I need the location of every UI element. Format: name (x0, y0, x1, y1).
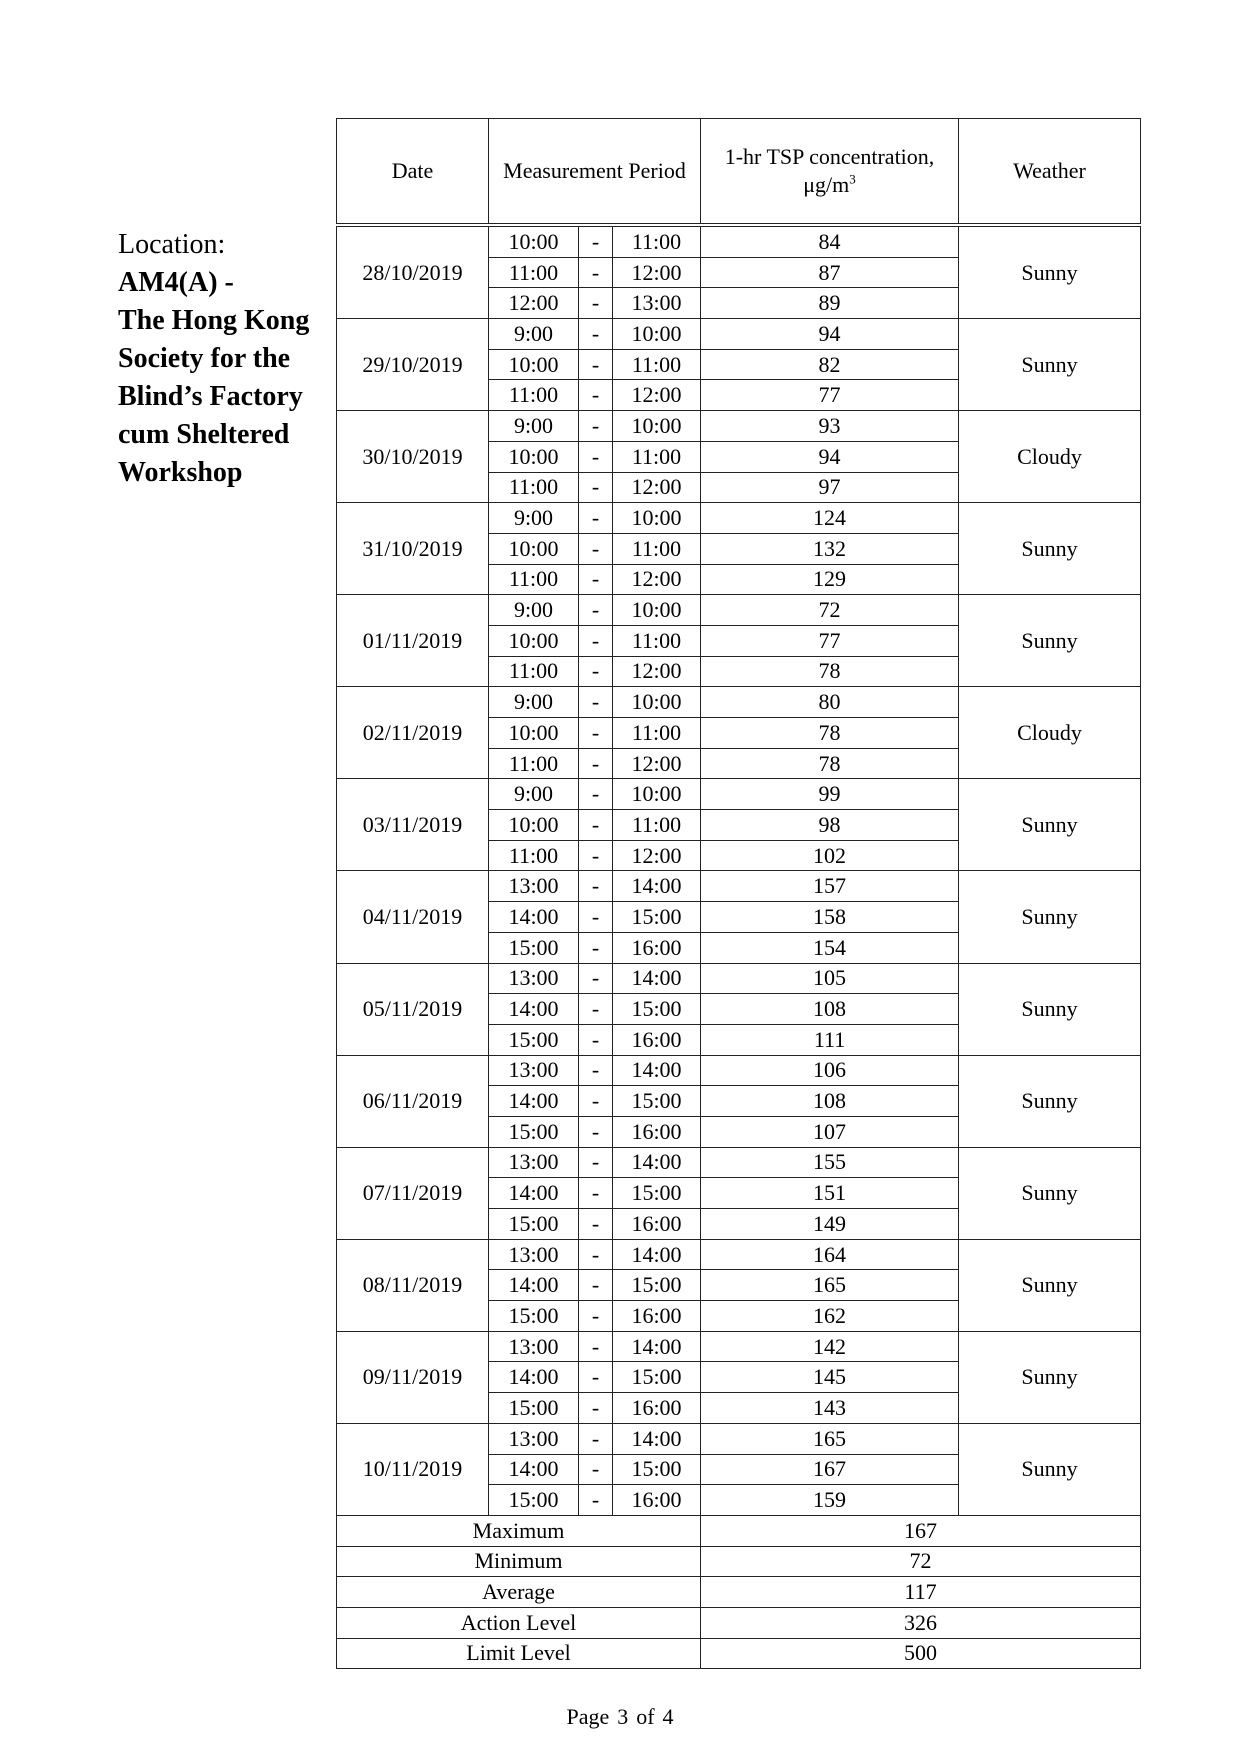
period-start-cell: 9:00 (489, 595, 579, 626)
period-end-cell: 15:00 (613, 1454, 701, 1485)
period-end-cell: 12:00 (613, 380, 701, 411)
period-end-cell: 10:00 (613, 687, 701, 718)
period-start-cell: 9:00 (489, 319, 579, 350)
concentration-cell: 107 (701, 1116, 959, 1147)
summary-row (337, 1607, 1141, 1638)
period-start-cell: 10:00 (489, 718, 579, 749)
concentration-cell: 78 (701, 718, 959, 749)
concentration-cell: 143 (701, 1393, 959, 1424)
period-dash-cell: - (579, 1454, 613, 1485)
period-end-cell: 12:00 (613, 840, 701, 871)
header-measurement-period: Measurement Period (489, 119, 701, 226)
page-total: 4 (662, 1704, 674, 1729)
period-start-cell: 9:00 (489, 687, 579, 718)
period-start-cell: 15:00 (489, 1116, 579, 1147)
summary-value-cell: 72 (701, 1546, 1141, 1577)
period-start-cell: 14:00 (489, 1178, 579, 1209)
unit-base: μg/m (803, 172, 850, 197)
location-name-line: AM4(A) - (118, 267, 234, 298)
concentration-cell: 132 (701, 533, 959, 564)
table-row (337, 963, 1141, 994)
table-row (337, 1331, 1141, 1362)
period-start-cell: 14:00 (489, 1454, 579, 1485)
table-row (337, 503, 1141, 534)
concentration-cell: 77 (701, 625, 959, 656)
weather-cell: Sunny (959, 595, 1141, 687)
summary-row (337, 1515, 1141, 1546)
period-dash-cell: - (579, 1086, 613, 1117)
location-name-line: Society for the (118, 343, 291, 374)
period-start-cell: 15:00 (489, 1485, 579, 1516)
period-end-cell: 11:00 (613, 533, 701, 564)
date-cell: 02/11/2019 (337, 687, 489, 779)
period-end-cell: 11:00 (613, 225, 701, 257)
concentration-cell: 149 (701, 1209, 959, 1240)
period-dash-cell: - (579, 1270, 613, 1301)
period-start-cell: 10:00 (489, 349, 579, 380)
period-dash-cell: - (579, 1393, 613, 1424)
concentration-cell: 108 (701, 1086, 959, 1117)
period-dash-cell: - (579, 656, 613, 687)
weather-cell: Sunny (959, 319, 1141, 411)
concentration-cell: 84 (701, 225, 959, 257)
concentration-cell: 155 (701, 1147, 959, 1178)
period-start-cell: 11:00 (489, 840, 579, 871)
concentration-cell: 89 (701, 288, 959, 319)
date-cell: 30/10/2019 (337, 411, 489, 503)
period-dash-cell: - (579, 595, 613, 626)
period-end-cell: 15:00 (613, 902, 701, 933)
period-dash-cell: - (579, 840, 613, 871)
header-concentration-unit (803, 172, 856, 197)
date-cell: 05/11/2019 (337, 963, 489, 1055)
page-footer (0, 1704, 1240, 1730)
period-end-cell: 11:00 (613, 625, 701, 656)
period-start-cell: 10:00 (489, 533, 579, 564)
concentration-cell: 102 (701, 840, 959, 871)
period-end-cell: 16:00 (613, 1209, 701, 1240)
table-row (337, 687, 1141, 718)
period-start-cell: 11:00 (489, 257, 579, 288)
period-start-cell: 11:00 (489, 564, 579, 595)
period-dash-cell: - (579, 1055, 613, 1086)
concentration-cell: 80 (701, 687, 959, 718)
date-cell: 06/11/2019 (337, 1055, 489, 1147)
period-end-cell: 14:00 (613, 1055, 701, 1086)
period-dash-cell: - (579, 1331, 613, 1362)
period-start-cell: 13:00 (489, 1331, 579, 1362)
period-dash-cell: - (579, 625, 613, 656)
period-end-cell: 14:00 (613, 1147, 701, 1178)
period-start-cell: 15:00 (489, 932, 579, 963)
concentration-cell: 165 (701, 1270, 959, 1301)
period-start-cell: 11:00 (489, 748, 579, 779)
weather-cell: Sunny (959, 1423, 1141, 1515)
period-end-cell: 12:00 (613, 564, 701, 595)
period-start-cell: 13:00 (489, 1055, 579, 1086)
period-dash-cell: - (579, 257, 613, 288)
summary-value-cell: 167 (701, 1515, 1141, 1546)
date-cell: 29/10/2019 (337, 319, 489, 411)
weather-cell: Sunny (959, 1147, 1141, 1239)
period-dash-cell: - (579, 411, 613, 442)
weather-cell: Cloudy (959, 411, 1141, 503)
period-end-cell: 14:00 (613, 871, 701, 902)
period-start-cell: 14:00 (489, 1362, 579, 1393)
period-end-cell: 14:00 (613, 963, 701, 994)
period-dash-cell: - (579, 902, 613, 933)
period-dash-cell: - (579, 1147, 613, 1178)
period-end-cell: 14:00 (613, 1423, 701, 1454)
concentration-cell: 151 (701, 1178, 959, 1209)
period-start-cell: 9:00 (489, 411, 579, 442)
header-concentration-label: 1-hr TSP concentration, (724, 144, 935, 169)
period-dash-cell: - (579, 380, 613, 411)
concentration-cell: 98 (701, 810, 959, 841)
period-dash-cell: - (579, 1024, 613, 1055)
table-header (337, 119, 1141, 226)
concentration-cell: 99 (701, 779, 959, 810)
period-start-cell: 13:00 (489, 1147, 579, 1178)
table-row (337, 411, 1141, 442)
period-end-cell: 10:00 (613, 779, 701, 810)
period-dash-cell: - (579, 779, 613, 810)
period-dash-cell: - (579, 871, 613, 902)
weather-cell: Sunny (959, 779, 1141, 871)
period-dash-cell: - (579, 1116, 613, 1147)
summary-row (337, 1546, 1141, 1577)
weather-cell: Sunny (959, 225, 1141, 319)
period-start-cell: 11:00 (489, 380, 579, 411)
concentration-cell: 154 (701, 932, 959, 963)
period-dash-cell: - (579, 718, 613, 749)
period-dash-cell: - (579, 1178, 613, 1209)
period-dash-cell: - (579, 349, 613, 380)
period-dash-cell: - (579, 1301, 613, 1332)
table-row (337, 1147, 1141, 1178)
period-end-cell: 16:00 (613, 1301, 701, 1332)
concentration-cell: 124 (701, 503, 959, 534)
concentration-cell: 87 (701, 257, 959, 288)
period-end-cell: 12:00 (613, 472, 701, 503)
concentration-cell: 167 (701, 1454, 959, 1485)
period-dash-cell: - (579, 1239, 613, 1270)
table-body (337, 225, 1141, 1515)
table-row (337, 1423, 1141, 1454)
concentration-cell: 94 (701, 319, 959, 350)
concentration-cell: 164 (701, 1239, 959, 1270)
date-cell: 31/10/2019 (337, 503, 489, 595)
concentration-cell: 165 (701, 1423, 959, 1454)
unit-superscript: 3 (849, 171, 856, 187)
period-end-cell: 10:00 (613, 595, 701, 626)
weather-cell: Sunny (959, 1055, 1141, 1147)
period-end-cell: 11:00 (613, 810, 701, 841)
period-start-cell: 10:00 (489, 441, 579, 472)
date-cell: 04/11/2019 (337, 871, 489, 963)
concentration-cell: 142 (701, 1331, 959, 1362)
period-start-cell: 14:00 (489, 902, 579, 933)
period-end-cell: 11:00 (613, 349, 701, 380)
concentration-cell: 93 (701, 411, 959, 442)
weather-cell: Sunny (959, 1239, 1141, 1331)
period-end-cell: 12:00 (613, 257, 701, 288)
summary-row (337, 1638, 1141, 1669)
period-start-cell: 14:00 (489, 1086, 579, 1117)
concentration-cell: 77 (701, 380, 959, 411)
period-end-cell: 10:00 (613, 411, 701, 442)
table-row (337, 319, 1141, 350)
period-dash-cell: - (579, 748, 613, 779)
period-end-cell: 15:00 (613, 1270, 701, 1301)
page-number: 3 (617, 1704, 629, 1729)
concentration-cell: 82 (701, 349, 959, 380)
concentration-cell: 159 (701, 1485, 959, 1516)
header-date: Date (337, 119, 489, 226)
period-start-cell: 14:00 (489, 1270, 579, 1301)
location-name-line: Blind’s Factory (118, 381, 303, 412)
period-end-cell: 15:00 (613, 1086, 701, 1117)
period-dash-cell: - (579, 533, 613, 564)
table-row (337, 1055, 1141, 1086)
concentration-cell: 111 (701, 1024, 959, 1055)
location-block (118, 226, 328, 492)
table-row (337, 779, 1141, 810)
period-dash-cell: - (579, 963, 613, 994)
period-end-cell: 15:00 (613, 1362, 701, 1393)
header-concentration (701, 119, 959, 226)
period-start-cell: 15:00 (489, 1024, 579, 1055)
period-end-cell: 15:00 (613, 994, 701, 1025)
period-dash-cell: - (579, 1423, 613, 1454)
period-start-cell: 13:00 (489, 1423, 579, 1454)
period-start-cell: 9:00 (489, 779, 579, 810)
table-row (337, 871, 1141, 902)
period-start-cell: 15:00 (489, 1393, 579, 1424)
period-end-cell: 15:00 (613, 1178, 701, 1209)
period-end-cell: 16:00 (613, 1024, 701, 1055)
date-cell: 09/11/2019 (337, 1331, 489, 1423)
period-dash-cell: - (579, 1485, 613, 1516)
concentration-cell: 157 (701, 871, 959, 902)
period-dash-cell: - (579, 1362, 613, 1393)
date-cell: 10/11/2019 (337, 1423, 489, 1515)
period-end-cell: 16:00 (613, 932, 701, 963)
concentration-cell: 108 (701, 994, 959, 1025)
period-start-cell: 13:00 (489, 1239, 579, 1270)
period-end-cell: 14:00 (613, 1331, 701, 1362)
summary-label-cell: Maximum (337, 1515, 701, 1546)
period-end-cell: 16:00 (613, 1393, 701, 1424)
period-end-cell: 11:00 (613, 441, 701, 472)
of-word: of (636, 1704, 655, 1729)
summary-label-cell: Action Level (337, 1607, 701, 1638)
concentration-cell: 162 (701, 1301, 959, 1332)
date-cell: 08/11/2019 (337, 1239, 489, 1331)
period-end-cell: 14:00 (613, 1239, 701, 1270)
date-cell: 07/11/2019 (337, 1147, 489, 1239)
period-dash-cell: - (579, 441, 613, 472)
period-end-cell: 10:00 (613, 503, 701, 534)
concentration-cell: 97 (701, 472, 959, 503)
header-weather: Weather (959, 119, 1141, 226)
location-label: Location: (118, 229, 226, 260)
period-start-cell: 11:00 (489, 472, 579, 503)
concentration-cell: 129 (701, 564, 959, 595)
period-start-cell: 10:00 (489, 810, 579, 841)
period-dash-cell: - (579, 1209, 613, 1240)
period-end-cell: 12:00 (613, 748, 701, 779)
period-start-cell: 15:00 (489, 1301, 579, 1332)
summary-body (337, 1515, 1141, 1668)
weather-cell: Sunny (959, 963, 1141, 1055)
period-dash-cell: - (579, 564, 613, 595)
period-start-cell: 9:00 (489, 503, 579, 534)
concentration-cell: 158 (701, 902, 959, 933)
concentration-cell: 78 (701, 656, 959, 687)
period-start-cell: 12:00 (489, 288, 579, 319)
summary-value-cell: 500 (701, 1638, 1141, 1669)
summary-label-cell: Average (337, 1577, 701, 1608)
period-dash-cell: - (579, 472, 613, 503)
table-row (337, 225, 1141, 257)
period-start-cell: 13:00 (489, 871, 579, 902)
table-row (337, 595, 1141, 626)
weather-cell: Sunny (959, 1331, 1141, 1423)
location-name-line: Workshop (118, 457, 243, 488)
date-cell: 03/11/2019 (337, 779, 489, 871)
period-end-cell: 13:00 (613, 288, 701, 319)
weather-cell: Sunny (959, 503, 1141, 595)
summary-value-cell: 326 (701, 1607, 1141, 1638)
concentration-cell: 145 (701, 1362, 959, 1393)
date-cell: 28/10/2019 (337, 225, 489, 319)
concentration-cell: 106 (701, 1055, 959, 1086)
period-start-cell: 10:00 (489, 225, 579, 257)
location-name-line: The Hong Kong (118, 305, 310, 336)
period-dash-cell: - (579, 994, 613, 1025)
weather-cell: Cloudy (959, 687, 1141, 779)
tsp-monitoring-table (336, 118, 1141, 1669)
period-dash-cell: - (579, 225, 613, 257)
period-start-cell: 13:00 (489, 963, 579, 994)
concentration-cell: 94 (701, 441, 959, 472)
period-start-cell: 11:00 (489, 656, 579, 687)
concentration-cell: 105 (701, 963, 959, 994)
concentration-cell: 72 (701, 595, 959, 626)
period-dash-cell: - (579, 288, 613, 319)
period-end-cell: 12:00 (613, 656, 701, 687)
location-name-line: cum Sheltered (118, 419, 290, 450)
page-word: Page (566, 1704, 610, 1729)
period-end-cell: 16:00 (613, 1116, 701, 1147)
period-start-cell: 14:00 (489, 994, 579, 1025)
period-dash-cell: - (579, 319, 613, 350)
period-end-cell: 16:00 (613, 1485, 701, 1516)
period-dash-cell: - (579, 810, 613, 841)
summary-value-cell: 117 (701, 1577, 1141, 1608)
period-end-cell: 11:00 (613, 718, 701, 749)
period-start-cell: 10:00 (489, 625, 579, 656)
period-dash-cell: - (579, 932, 613, 963)
summary-label-cell: Minimum (337, 1546, 701, 1577)
date-cell: 01/11/2019 (337, 595, 489, 687)
period-dash-cell: - (579, 503, 613, 534)
weather-cell: Sunny (959, 871, 1141, 963)
summary-row (337, 1577, 1141, 1608)
table-row (337, 1239, 1141, 1270)
period-dash-cell: - (579, 687, 613, 718)
concentration-cell: 78 (701, 748, 959, 779)
period-end-cell: 10:00 (613, 319, 701, 350)
period-start-cell: 15:00 (489, 1209, 579, 1240)
summary-label-cell: Limit Level (337, 1638, 701, 1669)
